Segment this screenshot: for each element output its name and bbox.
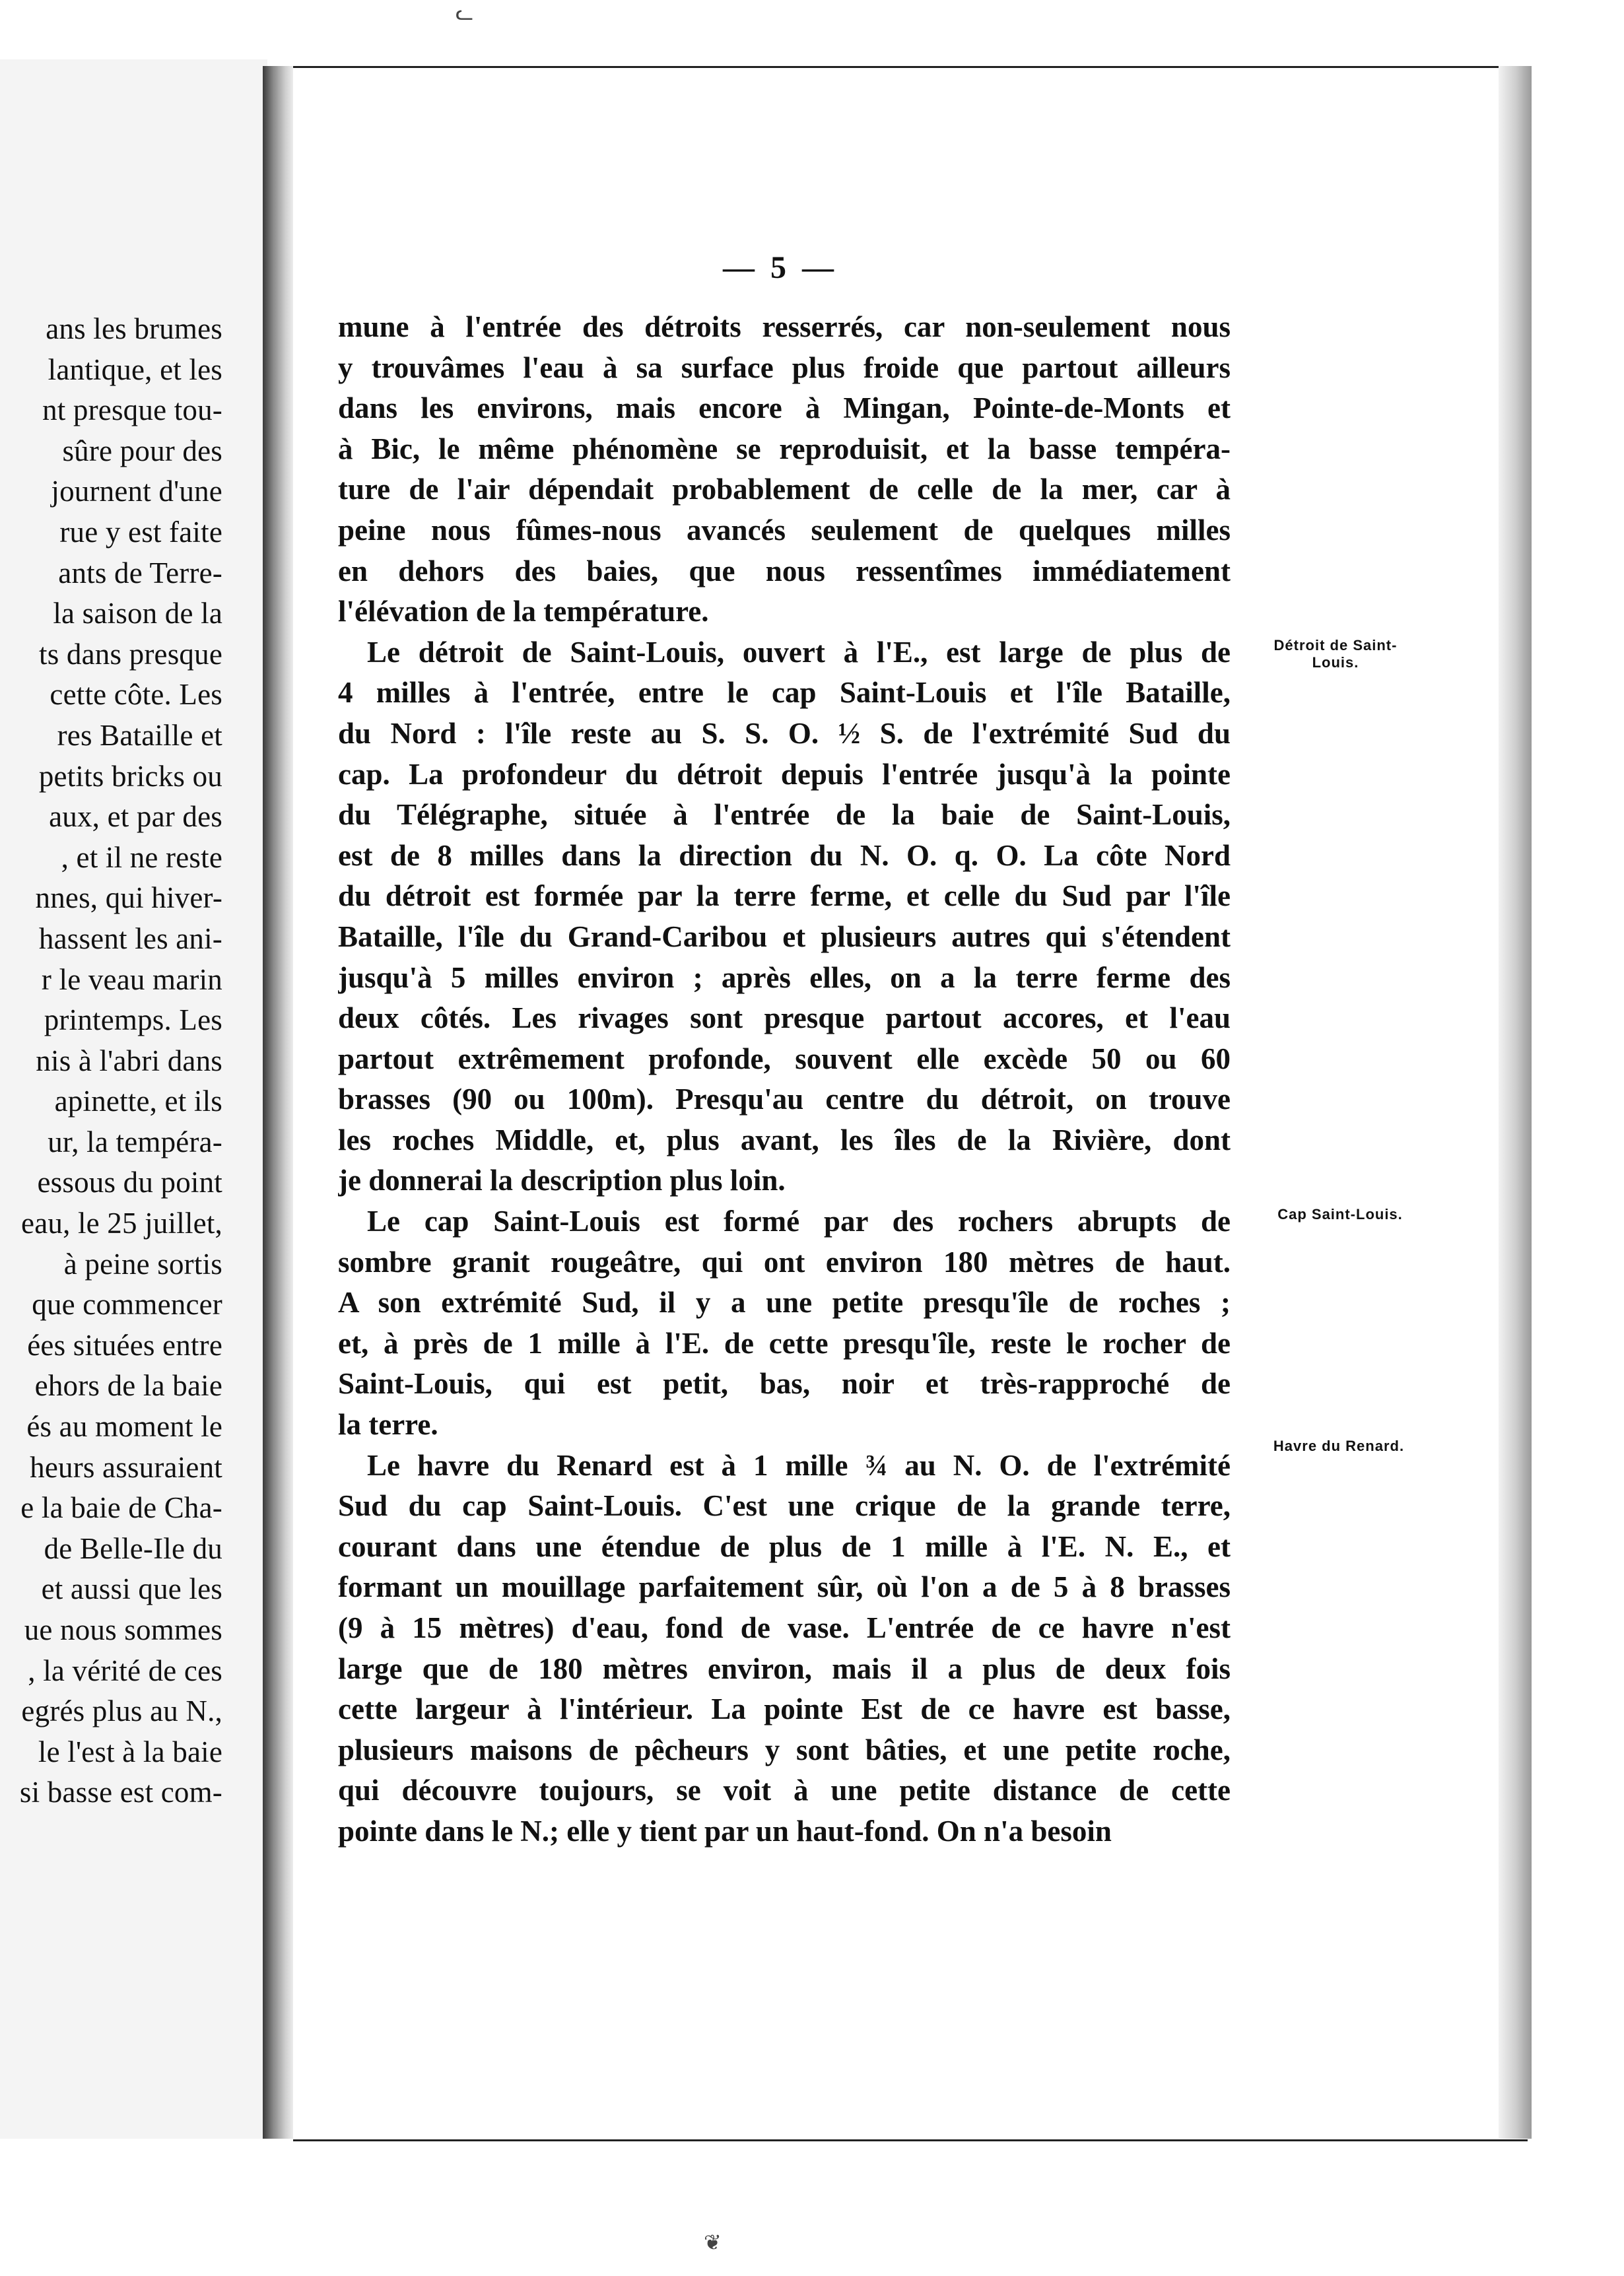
- text-line: à Bic, le même phénomène se reproduisit, et la basse tempéra-: [338, 432, 1231, 465]
- facing-line: ehors de la baie: [34, 1369, 222, 1403]
- body-text: [338, 307, 1231, 1852]
- text-line: brasses (90 ou 100m). Presqu'au centre du détroit, on trouve: [338, 1083, 1231, 1116]
- facing-line: sûre pour des: [62, 434, 222, 467]
- text-line: du détroit est formée par la terre ferme, et celle du Sud par l'île: [338, 879, 1231, 913]
- margin-note-detroit-line: Détroit de Saint-: [1273, 637, 1398, 653]
- text-line: dans les environs, mais encore à Mingan, Pointe-de-Monts et: [338, 391, 1231, 425]
- text-line: ture de l'air dépendait probablement de celle de la mer, car à: [338, 473, 1231, 506]
- text-line: Bataille, l'île du Grand-Caribou et plusieurs autres qui s'étendent: [338, 920, 1231, 953]
- facing-line: és au moment le: [26, 1410, 222, 1444]
- facing-line: que commencer: [32, 1288, 222, 1322]
- facing-line: nis à l'abri dans: [36, 1044, 222, 1077]
- facing-line: , et il ne reste: [61, 840, 222, 874]
- text-line: les roches Middle, et, plus avant, les îles de la Rivière, dont: [338, 1123, 1231, 1156]
- facing-page: [0, 59, 267, 2139]
- text-line: qui découvre toujours, se voit à une petite distance de cette: [338, 1774, 1231, 1807]
- facing-line: res Bataille et: [57, 718, 222, 752]
- facing-line: à peine sortis: [63, 1247, 222, 1281]
- facing-line: ue nous sommes: [24, 1613, 222, 1646]
- text-line: du Télégraphe, située à l'entrée de la baie de Saint-Louis,: [338, 798, 1231, 832]
- text-line: sombre granit rougeâtre, qui ont environ 180 mètres de haut.: [338, 1245, 1231, 1279]
- text-line: y trouvâmes l'eau à sa surface plus froide que partout ailleurs: [338, 351, 1231, 384]
- text-line: du Nord : l'île reste au S. S. O. ½ S. de l'extrémité Sud du: [338, 716, 1231, 750]
- facing-line: heurs assuraient: [30, 1450, 222, 1484]
- text-line: Le détroit de Saint-Louis, ouvert à l'E., est large de plus de: [367, 635, 1231, 669]
- facing-line: eau, le 25 juillet,: [21, 1207, 222, 1240]
- facing-line: et aussi que les: [41, 1572, 222, 1606]
- text-line: l'élévation de la température.: [338, 595, 709, 628]
- page-number: — 5 —: [723, 250, 838, 285]
- facing-line: rue y est faite: [59, 515, 222, 549]
- facing-line: cette côte. Les: [50, 678, 222, 712]
- text-line: plusieurs maisons de pêcheurs y sont bâties, et une petite roche,: [338, 1733, 1231, 1766]
- facing-line: apinette, et ils: [54, 1085, 222, 1118]
- text-line: jusqu'à 5 milles environ ; après elles, on a la terre ferme des: [338, 960, 1231, 994]
- facing-line: le l'est à la baie: [38, 1735, 222, 1768]
- margin-note-havre: Havre du Renard.: [1273, 1438, 1405, 1454]
- facing-line: hassent les ani-: [38, 921, 222, 955]
- text-line: je donnerai la description plus loin.: [338, 1164, 786, 1197]
- margin-note-detroit: [1246, 637, 1425, 671]
- text-line: et, à près de 1 mille à l'E. de cette presqu'île, reste le rocher de: [338, 1326, 1231, 1360]
- text-line: Le cap Saint-Louis est formé par des rochers abrupts de: [367, 1205, 1231, 1238]
- facing-line: ants de Terre-: [58, 556, 222, 589]
- page-right-edge: [1499, 66, 1532, 2139]
- book-gutter: [263, 66, 293, 2139]
- text-line: mune à l'entrée des détroits resserrés, car non-seulement nous: [338, 310, 1231, 343]
- facing-line: ur, la tempéra-: [48, 1125, 222, 1158]
- text-line: formant un mouillage parfaitement sûr, où l'on a de 5 à 8 brasses: [338, 1570, 1231, 1604]
- facing-line: aux, et par des: [49, 800, 222, 834]
- facing-line: ées situées entre: [27, 1328, 222, 1362]
- text-line: deux côtés. Les rivages sont presque partout accores, et l'eau: [338, 1001, 1231, 1035]
- text-line: Le havre du Renard est à 1 mille ¾ au N. O. de l'extrémité: [367, 1448, 1231, 1482]
- facing-line: nnes, qui hiver-: [35, 881, 222, 915]
- text-line: A son extrémité Sud, il y a une petite presqu'île de roches ;: [338, 1286, 1231, 1320]
- facing-line: ans les brumes: [46, 312, 222, 345]
- ink-mark-icon: ❦: [704, 2230, 722, 2254]
- margin-note-cap: Cap Saint-Louis.: [1277, 1206, 1403, 1222]
- facing-line: r le veau marin: [41, 962, 222, 996]
- text-line: peine nous fûmes-nous avancés seulement de quelques milles: [338, 513, 1231, 547]
- text-line: (9 à 15 mètres) d'eau, fond de vase. L'entrée de ce havre n'est: [338, 1611, 1231, 1644]
- margin-note-detroit-line: Louis.: [1312, 654, 1359, 671]
- text-line: partout extrêmement profonde, souvent elle excède 50 ou 60: [338, 1042, 1231, 1075]
- facing-line: , la vérité de ces: [28, 1654, 222, 1687]
- facing-line: de Belle-Ile du: [44, 1531, 222, 1565]
- text-line: la terre.: [338, 1408, 438, 1442]
- facing-line: nt presque tou-: [42, 393, 222, 427]
- facing-line: essous du point: [37, 1166, 222, 1199]
- facing-line: lantique, et les: [48, 352, 222, 386]
- text-line: pointe dans le N.; elle y tient par un haut-fond. On n'a besoin: [338, 1814, 1112, 1848]
- facing-line: si basse est com-: [19, 1776, 222, 1809]
- facing-line: egrés plus au N.,: [21, 1694, 222, 1728]
- facing-page-text: [20, 309, 222, 1813]
- text-line: large que de 180 mètres environ, mais il a plus de deux fois: [338, 1652, 1231, 1685]
- text-line: courant dans une étendue de plus de 1 mille à l'E. N. E., et: [338, 1529, 1231, 1563]
- text-line: Sud du cap Saint-Louis. C'est une crique de la grande terre,: [338, 1489, 1231, 1523]
- facing-line: la saison de la: [53, 597, 222, 630]
- facing-line: e la baie de Cha-: [20, 1491, 222, 1525]
- corner-mark-icon: ᓚ: [456, 1, 474, 24]
- text-line: Saint-Louis, qui est petit, bas, noir et très-rapproché de: [338, 1367, 1231, 1401]
- text-line: est de 8 milles dans la direction du N. O. q. O. La côte Nord: [338, 838, 1231, 872]
- facing-line: petits bricks ou: [38, 759, 222, 793]
- facing-line: printemps. Les: [44, 1003, 222, 1037]
- text-line: cette largeur à l'intérieur. La pointe Est de ce havre est basse,: [338, 1692, 1231, 1726]
- text-line: 4 milles à l'entrée, entre le cap Saint-Louis et l'île Bataille,: [338, 676, 1231, 710]
- facing-line: journent d'une: [51, 475, 222, 508]
- facing-line: ts dans presque: [39, 637, 222, 671]
- text-line: en dehors des baies, que nous ressentîmes immédiatement: [338, 554, 1231, 587]
- text-line: cap. La profondeur du détroit depuis l'entrée jusqu'à la pointe: [338, 757, 1231, 791]
